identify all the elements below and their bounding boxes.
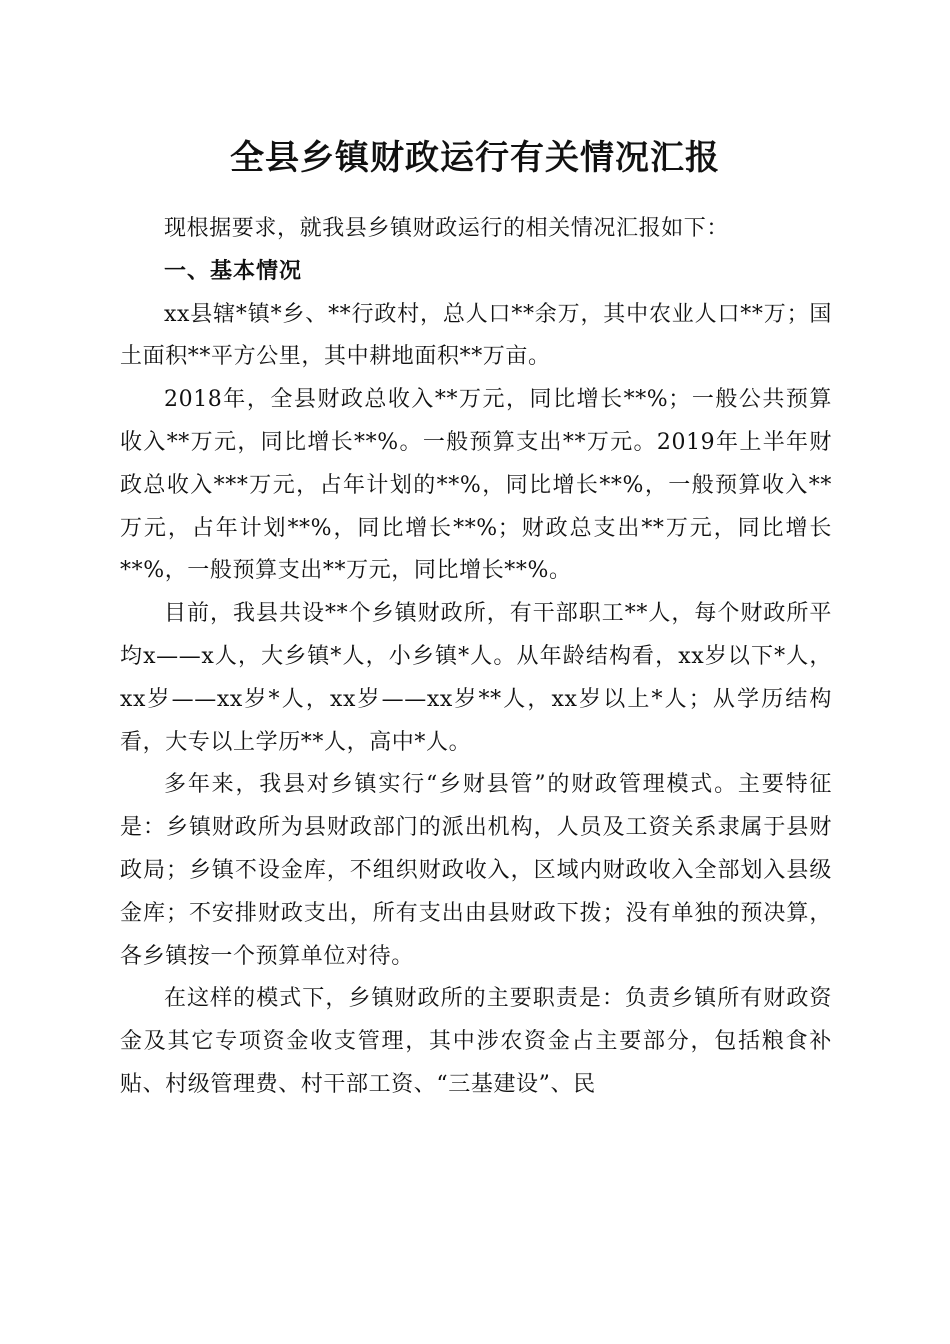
paragraph-main-duties: 在这样的模式下，乡镇财政所的主要职责是：负责乡镇所有财政资金及其它专项资金收支管理，其中涉农资金占主要部分，包括粮食补贴、村级管理费、村干部工资、“三基建设”、民 — [120, 986, 832, 1097]
document-body — [120, 208, 832, 1107]
paragraph-management-mode: 多年来，我县对乡镇实行“乡财县管”的财政管理模式。主要特征是：乡镇财政所为县财政部门的派出机构，人员及工资关系隶属于县财政局；乡镇不设金库，不组织财政收入，区域内财政收入全部划入县级金库；不安排财政支出，所有支出由县财政下拨；没有单独的预决算，各乡镇按一个预算单位对待。 — [120, 772, 832, 969]
section-heading-basic-situation: 一、基本情况 — [164, 258, 303, 284]
paragraph-fiscal-revenue: 2018年，全县财政总收入**万元，同比增长**%；一般公共预算收入**万元，同比增长**%。一般预算支出**万元。2019年上半年财政总收入***万元，占年计划的**%，同比增长**%，一般预算收入**万元，占年计划**%，同比增长**%；财政总支出**万元，同比增长**%，一般预算支出**万元，同比增长**%。 — [120, 387, 832, 584]
paragraph-county-overview: xx县辖*镇*乡、**行政村，总人口**余万，其中农业人口**万；国土面积**平方公里，其中耕地面积**万亩。 — [120, 301, 832, 370]
paragraph-finance-offices: 目前，我县共设**个乡镇财政所，有干部职工**人，每个财政所平均x——x人，大乡镇*人，小乡镇*人。从年龄结构看，xx岁以下*人，xx岁——xx岁*人，xx岁——xx岁**人，xx岁以上*人；从学历结构看，大专以上学历**人，高中*人。 — [120, 601, 832, 755]
intro-paragraph: 现根据要求，就我县乡镇财政运行的相关情况汇报如下： — [164, 216, 730, 241]
document-title: 全县乡镇财政运行有关情况汇报 — [230, 138, 720, 178]
